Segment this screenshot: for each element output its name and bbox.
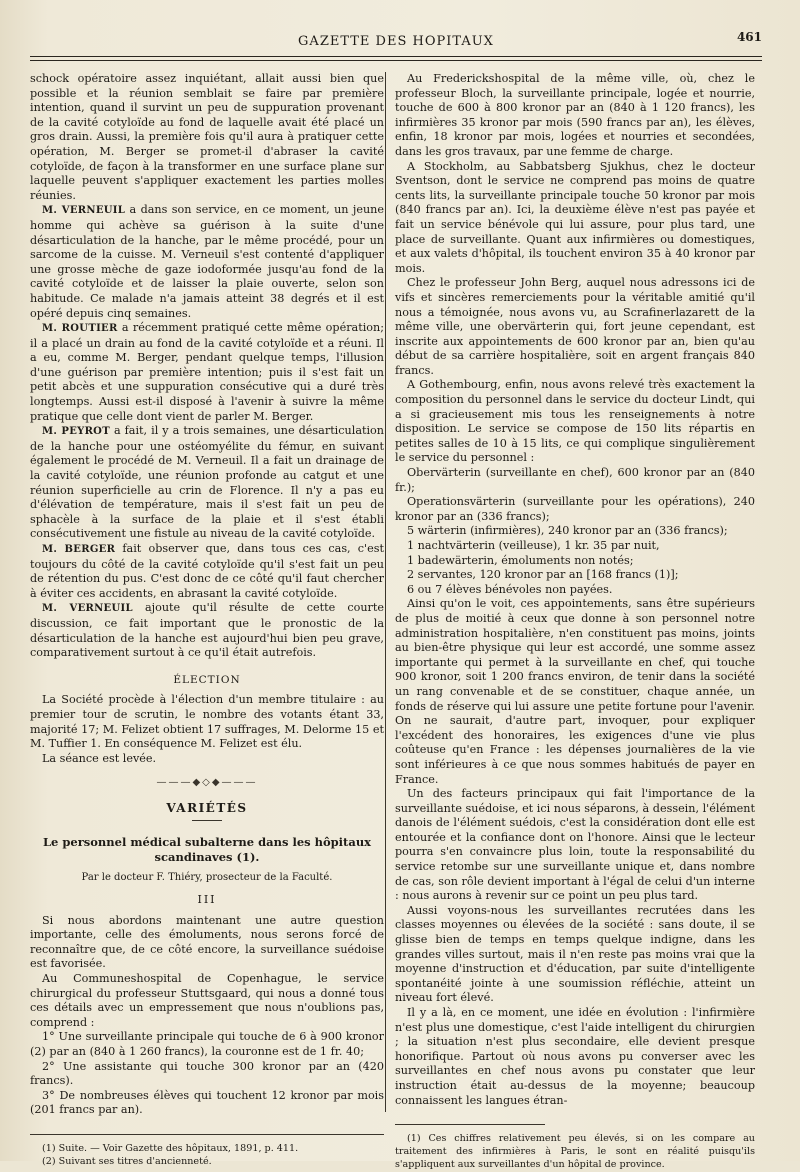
speaker-name: M. BERGER [42, 544, 116, 555]
page-header [30, 20, 762, 64]
list-item: Obervärterin (surveillante en chef), 600 kronor par an (840 fr.); [395, 466, 755, 494]
article-title: Le personnel médical subalterne dans les hôpitaux scandinaves (1). [42, 834, 372, 864]
paragraph: 1° Une surveillante principale qui touche de 6 à 900 kronor (2) par an (840 à 1 260 francs), la couronne est de 1 fr. 40; [30, 1030, 384, 1059]
column-divider [385, 72, 386, 1112]
footnote-rule [395, 1124, 545, 1125]
paragraph: Ainsi qu'on le voit, ces appointements, sans être supérieurs de plus de moitié à ceux que donne à son personnel notre administration hospitalière, n'en constituent pas moins, joints au bien-être physique qui leur est accordé, une somme assez importante qui permet à la surveillante en chef, qui touche 900 kronor, soit 1 200 francs environ, de tenir dans la société un rang convenable et de se constituer, chaque année, un fonds de réserve qui lui assure une petite fortune pour l'avenir. On ne saurait, d'autre part, invoquer, pour expliquer l'excédent des honoraires, les exigences d'une vie plus coûteuse qu'en France : les dépenses journalières de la vie sont inférieures à ce que nous sommes habitués de payer en France. [395, 597, 755, 786]
list-item: 6 ou 7 élèves bénévoles non payées. [407, 582, 613, 596]
speaker-name: M. VERNEUIL [42, 205, 126, 217]
section-heading-varietes: VARIÉTÉS [166, 800, 248, 815]
paragraph: M. BERGER fait observer que, dans tous ces cas, c'est toujours du côté de la cavité cotyloïde qu'il s'est fait un peu de rétention du pus. C'est donc de ce côté qu'il faut chercher à éviter ces accidents, en abrasant la cavité cotyloïde. [30, 542, 384, 600]
ornament-divider: ———◆◇◆——— [156, 777, 258, 789]
paragraph: Il y a là, en ce moment, une idée en évolution : l'infirmière n'est plus une domestique, c'est l'aide intelligent du chirurgien ; la situation n'est plus secondaire, elle devient presque honorifique. Partout où nous avons pu converser avec les surveillantes en chef nous avons pu constater que leur instruction était au-dessus de la moyenne; beaucoup connaissent les langues étran- [395, 1006, 755, 1107]
paragraph: Au Communeshospital de Copenhague, le service chirurgical du professeur Stuttsgaard, qui nous a donné tous ces détails avec un empressement que nous n'oublions pas, comprend : [30, 972, 384, 1029]
paragraph: La séance est levée. [42, 751, 157, 765]
paragraph: schock opératoire assez inquiétant, allait aussi bien que possible et la réunion semblait se faire par première intention, quand il survint un peu de suppuration provenant de la cavité cotyloïde au fond de laquelle avait été placé un gros drain. Aussi, la première fois qu'il aura à pratiquer cette opération, M. Berger se promet-il d'abraser la cavité cotyloïde, de façon à la transformer en une surface plane sur laquelle peuvent s'appliquer exactement les parties molles réunies. [30, 72, 384, 202]
list-item: 1 nachtvärterin (veilleuse), 1 kr. 35 par nuit, [407, 539, 660, 552]
footnote: (1) Ces chiffres relativement peu élevés, si on les compare au traitement des infirmières à Paris, le sont en réalité puisqu'ils s'appliquent aux surveillantes d'un hôpital de province. [395, 1133, 755, 1170]
paragraph: Au Frederickshospital de la même ville, où, chez le professeur Bloch, la surveillante principale, logée et nourrie, touche de 600 à 800 kronor par an (840 à 1 120 francs), les infirmières 35 kronor par mois (590 francs par an), les élèves, enfin, 18 kronor par mois, logées et nourries et secondées, dans les gros travaux, par une femme de charge. [395, 72, 755, 158]
right-column [395, 72, 755, 1172]
paragraph: M. VERNEUIL a dans son service, en ce moment, un jeune homme qui achève sa guérison à la suite d'une désarticulation de la hanche, par le même procédé, pour un sarcome de la cuisse. M. Verneuil s'est contenté d'appliquer une grosse mèche de gaze iodoformée jusqu'au fond de la cavité cotyloïde et de laisser la plaie ouverte, selon son habitude. Ce malade n'a jamais atteint 38 degrés et il est opéré depuis cinq semaines. [30, 203, 385, 320]
header-rule-thick [30, 56, 762, 57]
section-heading-election: ÉLECTION [173, 673, 241, 686]
list-item: 5 wärterin (infirmières), 240 kronor par an (336 francs); [407, 524, 728, 538]
list-item: 2 servantes, 120 kronor par an [168 francs (1)]; [407, 568, 679, 582]
paragraph: Chez le professeur John Berg, auquel nous adressons ici de vifs et sincères remerciements pour la véritable amitié qu'il nous a témoignée, nous avons vu, au Scrafinerlazarett de la même ville, une obervärterin qui, fort jeune cependant, est inscrite aux appointements de 600 kronor par an, bien qu'au début de sa carrière hospitalière, soit en argent français 840 francs. [395, 276, 755, 377]
list-item: 1 badewärterin, émoluments non notés; [407, 553, 634, 567]
part-number: III [197, 893, 217, 907]
speaker-name: M. VERNEUIL [42, 603, 133, 615]
list-item: Operationsvärterin (surveillante pour les opérations), 240 kronor par an (336 francs); [395, 495, 755, 523]
page-number: 461 [736, 30, 762, 44]
paragraph: Si nous abordons maintenant une autre question importante, celle des émoluments, nous serons forcé de reconnaître que, de ce côté encore, la surveillance suédoise est favorisée. [30, 913, 384, 971]
paragraph: A Gothembourg, enfin, nous avons relevé très exactement la composition du personnel dans le service du docteur Lindt, qui a si gracieusement mis tous les renseignements à notre disposition. Le service se compose de 150 lits répartis en petites salles de 10 à 15 lits, ce qui complique singulièrement le service du personnel : [395, 378, 755, 465]
running-title: GAZETTE DES HOPITAUX [298, 34, 494, 49]
paragraph: 3° De nombreuses élèves qui touchent 12 kronor par mois (201 francs par an). [30, 1088, 384, 1117]
left-column [30, 72, 384, 1169]
staff-list [395, 466, 755, 597]
paragraph: La Société procède à l'élection d'un membre titulaire : au premier tour de scrutin, le nombre des votants étant 33, majorité 17; M. Felizet obtient 17 suffrages, M. Delorme 15 et M. Tuffier 1. En conséquence M. Felizet est élu. [30, 693, 384, 751]
short-rule [192, 820, 222, 821]
paragraph: A Stockholm, au Sabbatsberg Sjukhus, chez le docteur Sventson, dont le service ne comprend pas moins de quatre cents lits, la surveillante principale touche 50 kronor par mois (840 francs par an). Ici, la deuxième élève n'est pas payée et fait un service bénévole qui lui assure, pour plus tard, une place de surveillante. Quant aux infirmières ou domestiques, et aux valets d'hôpital, ils touchent environ 35 à 40 kronor par mois. [395, 159, 755, 275]
footnote: (2) Suivant ses titres d'ancienneté. [42, 1155, 212, 1167]
paragraph: Un des facteurs principaux qui fait l'importance de la surveillante suédoise, et ici nous séparons, à dessein, l'élément danois de l'élément suédois, c'est la considération dont elle est entourée et la confiance dont on l'honore. Ainsi que le lecteur pourra s'en convaincre plus loin, toute la responsabilité du service retombe sur une surveillante unique et, dans nombre de cas, son rôle devient important à l'égal de celui d'un interne : nous aurons à revenir sur ce point un peu plus tard. [395, 787, 755, 903]
article-byline: Par le docteur F. Thiéry, prosecteur de la Faculté. [81, 871, 333, 883]
footnote-rule [30, 1134, 384, 1135]
speaker-name: M. PEYROT [42, 426, 110, 438]
footnote: (1) Suite. — Voir Gazette des hôpitaux, 1891, p. 411. [42, 1143, 299, 1154]
speaker-name: M. ROUTIER [42, 323, 118, 335]
paragraph: M. ROUTIER a récemment pratiqué cette même opération; il a placé un drain au fond de la cavité cotyloïde et a réuni. Il a eu, comme M. Berger, pendant quelque temps, l'illusion d'une guérison par première intention; puis il s'est fait un petit abcès et une suppuration consécutive qui a duré très longtemps. Aussi est-il disposé à l'avenir à suivre la même pratique que celle dont vient de parler M. Berger. [30, 321, 384, 423]
paragraph: 2° Une assistante qui touche 300 kronor par an (420 francs). [30, 1059, 384, 1088]
paragraph: M. VERNEUIL ajoute qu'il résulte de cette courte discussion, ce fait important que le pronostic de la désarticulation de la hanche est aujourd'hui bien peu grave, comparativement surtout à ce qu'il était autrefois. [30, 601, 385, 660]
paragraph: M. PEYROT a fait, il y a trois semaines, une désarticulation de la hanche pour une ostéomyélite du fémur, en suivant également le procédé de M. Verneuil. Il a fait un drainage de la cavité cotyloïde, une réunion profonde au catgut et une réunion superficielle au crin de Florence. Il n'y a pas eu d'élévation de température, mais il s'est fait un peu de sphacèle à la surface de la plaie et il s'est établi consécutivement une fistule au niveau de la cavité cotyloïde. [30, 424, 384, 541]
header-rule-thin [30, 60, 762, 61]
paragraph: Aussi voyons-nous les surveillantes recrutées dans les classes moyennes ou élevées de la société : sans doute, il se glisse bien de temps en temps quelque indigne, dans les grandes villes surtout, mais il n'en reste pas moins vrai que la moyenne d'instruction et d'éducation, par suite d'intelligente spontanéité jointe à une soumission réfléchie, atteint un niveau fort élevé. [395, 903, 755, 1005]
